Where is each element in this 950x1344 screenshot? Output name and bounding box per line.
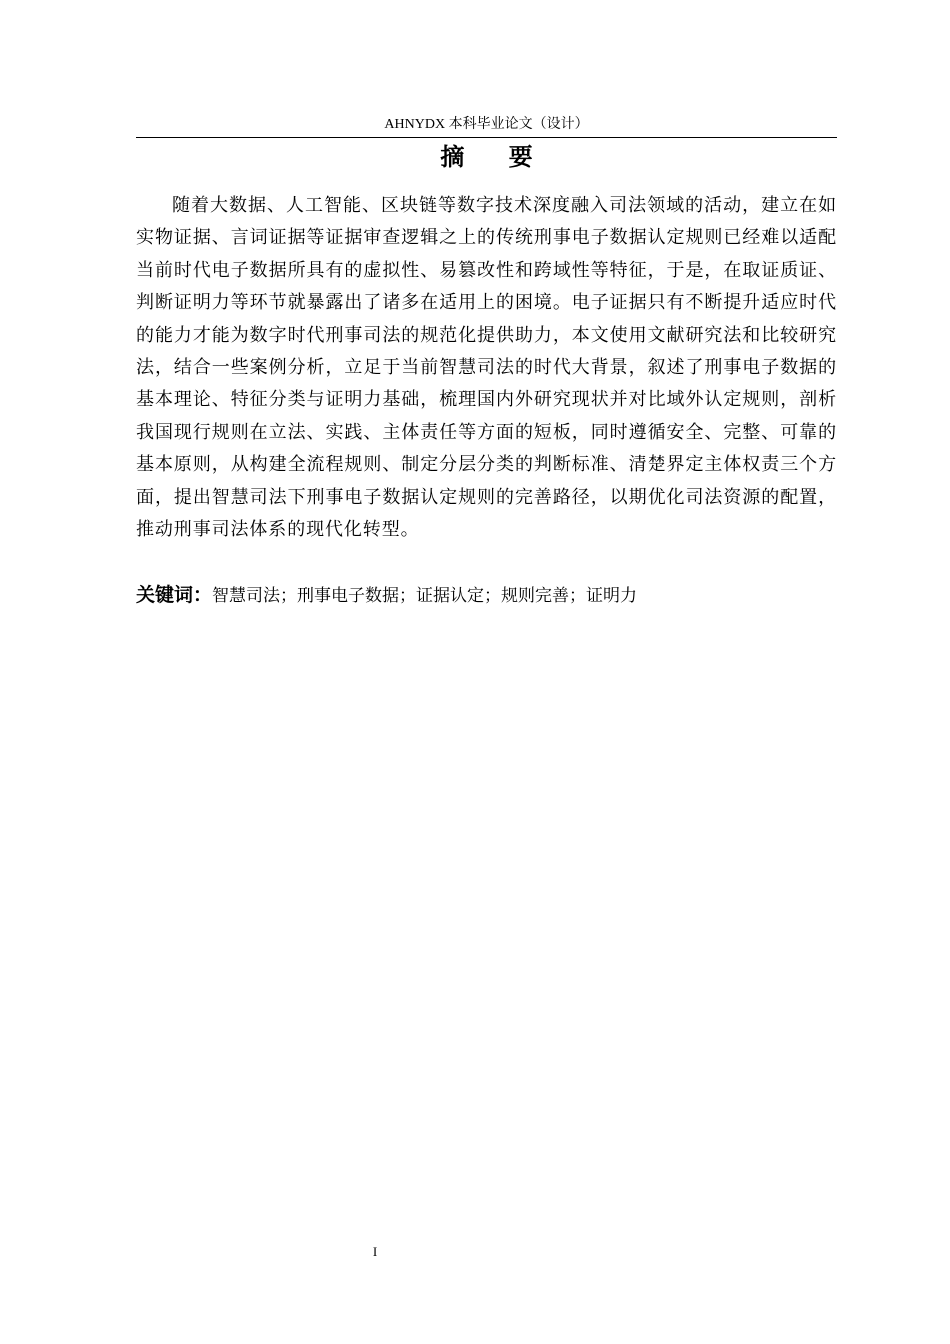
keywords-line xyxy=(136,580,837,611)
abstract-paragraph: 随着大数据、人工智能、区块链等数字技术深度融入司法领域的活动，建立在如实物证据、言词证据等证据审查逻辑之上的传统刑事电子数据认定规则已经难以适配当前时代电子数据所具有的虚拟性、易篡改性和跨域性等特征，于是，在取证质证、判断证明力等环节就暴露出了诸多在适用上的困境。电子证据只有不断提升适应时代的能力才能为数字时代刑事司法的规范化提供助力，本文使用文献研究法和比较研究法，结合一些案例分析，立足于当前智慧司法的时代大背景，叙述了刑事电子数据的基本理论、特征分类与证明力基础，梳理国内外研究现状并对比域外认定规则，剖析我国现行规则在立法、实践、主体责任等方面的短板，同时遵循安全、完整、可靠的基本原则，从构建全流程规则、制定分层分类的判断标准、清楚界定主体权责三个方面，提出智慧司法下刑事电子数据认定规则的完善路径，以期优化司法资源的配置，推动刑事司法体系的现代化转型。 xyxy=(136,195,837,541)
keywords-label: 关键词： xyxy=(136,584,213,606)
page-header: AHNYDX 本科毕业论文（设计） xyxy=(136,112,837,138)
keywords-value: 智慧司法；刑事电子数据；证据认定；规则完善；证明力 xyxy=(212,586,638,606)
page-number: I xyxy=(372,1244,378,1259)
page-title: 摘 要 xyxy=(440,143,551,171)
